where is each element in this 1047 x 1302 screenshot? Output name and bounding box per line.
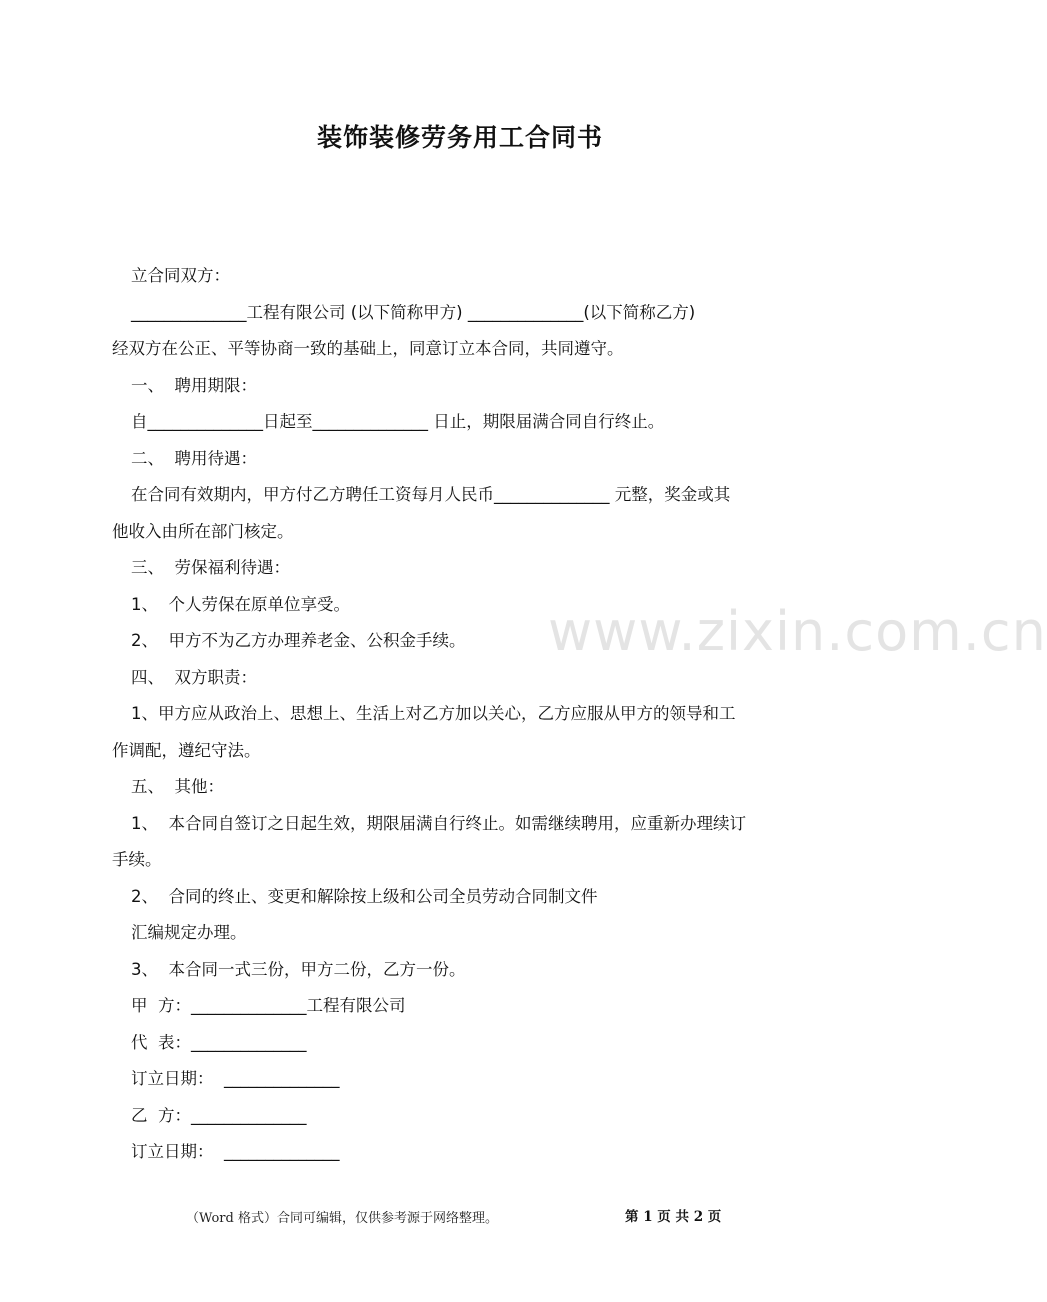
representative-signature: 代 表：______________ xyxy=(131,1032,307,1052)
welfare-item-1: 1、 个人劳保在原单位享受。 xyxy=(131,594,350,614)
section-3-heading: 三、 劳保福利待遇： xyxy=(131,558,290,577)
contract-body xyxy=(112,258,812,1171)
watermark: www.zixin.com.cn xyxy=(548,600,1047,663)
employment-period-line: 自______________日起至______________ 日止，期限届满合同自行终止。 xyxy=(131,412,665,431)
duties-line-1: 1、甲方应从政治上、思想上、生活上对乙方加以关心，乙方应服从甲方的领导和工 xyxy=(131,704,736,723)
section-1-heading: 一、 聘用期限： xyxy=(131,375,257,395)
section-4-heading: 四、 双方职责： xyxy=(131,667,257,687)
party-a-date: 订立日期： ______________ xyxy=(131,1069,340,1088)
page-number: 第 1 页 共 2 页 xyxy=(625,1209,722,1225)
salary-line-1: 在合同有效期内，甲方付乙方聘任工资每月人民币______________ 元整，奖金或其 xyxy=(131,485,731,504)
agreement-statement: 经双方在公正、平等协商一致的基础上，同意订立本合同，共同遵守。 xyxy=(112,339,624,358)
salary-line-2: 他收入由所在部门核定。 xyxy=(112,521,294,541)
other-item-3: 3、 本合同一式三份，甲方二份，乙方一份。 xyxy=(131,959,466,979)
duties-line-2: 作调配，遵纪守法。 xyxy=(112,740,261,760)
section-5-heading: 五、 其他： xyxy=(131,777,224,796)
footer-note: （Word 格式）合同可编辑，仅供参考源于网络整理。 xyxy=(186,1211,498,1226)
document-title: 装饰装修劳务用工合同书 xyxy=(316,123,603,152)
party-b-signature: 乙 方：______________ xyxy=(131,1105,307,1125)
parties-line: ______________工程有限公司 (以下简称甲方) ______________(以下简称乙方) xyxy=(131,302,696,322)
other-item-2-line-1: 2、 合同的终止、变更和解除按上级和公司全员劳动合同制文件 xyxy=(131,886,598,906)
other-item-2-line-2: 汇编规定办理。 xyxy=(131,923,247,942)
section-2-heading: 二、 聘用待遇： xyxy=(131,448,257,468)
other-item-1-line-2: 手续。 xyxy=(112,850,162,869)
welfare-item-2: 2、 甲方不为乙方办理养老金、公积金手续。 xyxy=(131,631,466,650)
party-b-date: 订立日期： ______________ xyxy=(131,1142,340,1161)
parties-heading: 立合同双方： xyxy=(131,266,230,285)
other-item-1-line-1: 1、 本合同自签订之日起生效，期限届满自行终止。如需继续聘用，应重新办理续订 xyxy=(131,813,746,833)
party-a-signature: 甲 方：______________工程有限公司 xyxy=(131,996,406,1015)
